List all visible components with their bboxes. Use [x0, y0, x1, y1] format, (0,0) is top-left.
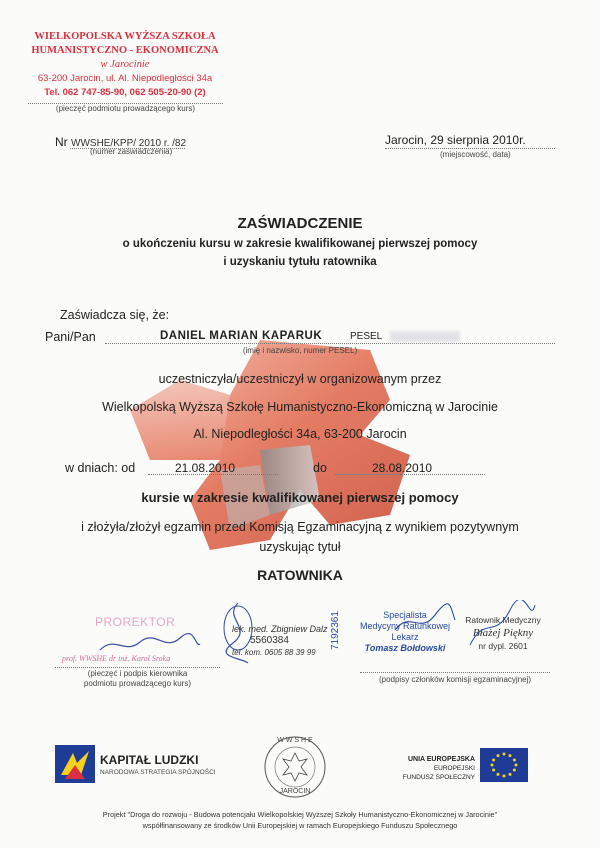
nr-value: WWSHE/KPP/ 2010 r. /82: [71, 138, 187, 149]
paramedic-line-3: nr dypl. 2601: [478, 641, 528, 651]
exam-line-2: uzyskując tytuł: [259, 540, 341, 554]
paramedic-line-1: Ratownik Medyczny: [465, 615, 541, 625]
specialist-line-2: Medycyny Ratunkowej: [360, 621, 451, 631]
stamp-line-3: w Jarocinie: [100, 59, 150, 70]
certifies-text: Zaświadcza się, że:: [60, 308, 170, 322]
stamp-line-5: Tel. 062 747-85-90, 062 505-20-90 (2): [44, 87, 206, 98]
stamp-caption: (pieczęć podmiotu prowadzącego kurs): [55, 104, 196, 113]
participation-line-2: Wielkopolską Wyższą Szkołę Humanistyczno-Ekonomiczną w Jarocinie: [102, 400, 498, 414]
kapital-ludzki-logo-icon: [55, 745, 95, 783]
stamp-line-1: WIELKOPOLSKA WYŻSZA SZKOŁA: [34, 31, 216, 42]
specialist-line-4: Tomasz Bołdowski: [364, 643, 446, 653]
stamp-line-2: HUMANISTYCZNO - EKONOMICZNA: [31, 45, 219, 56]
pesel-label: PESEL: [350, 331, 383, 342]
project-line-2: współfinansowany ze środków Unii Europejskiej w ramach Europejskiego Funduszu Społecznego: [142, 821, 458, 830]
left-caption-1: (pieczęć i podpis kierownika: [87, 669, 188, 678]
stamp-line-4: 63-200 Jarocin, ul. Al. Niepodległości 34a: [37, 73, 213, 84]
nr-prefix: Nr: [55, 135, 68, 149]
dates-prefix: w dniach: od: [65, 461, 136, 475]
document-title: ZAŚWIADCZENIE: [237, 215, 363, 232]
date-to-label: do: [313, 461, 327, 475]
specialist-signature-icon: [390, 600, 460, 640]
date-from: 21.08.2010: [175, 461, 236, 475]
right-caption: (podpisy członków komisji egzaminacyjnej): [378, 675, 532, 684]
document-subtitle-2: i uzyskaniu tytułu ratownika: [223, 256, 377, 268]
doctor-line-3: tel. kom. 0605 88 39 99: [232, 648, 316, 657]
eu-line-3: FUNDUSZ SPOŁECZNY: [402, 774, 475, 781]
exam-line-1: i złożyła/złożył egzamin przed Komisją Egzaminacyjną z wynikiem pozytywnym: [81, 520, 519, 534]
participation-line-1: uczestniczyła/uczestniczył w organizowanym przez: [158, 372, 442, 386]
vertical-number: 7192361: [330, 611, 341, 650]
doctor-line-1: lek. med. Zbigniew Dalz: [232, 624, 328, 634]
eu-flag-icon: [480, 748, 528, 782]
left-caption: [55, 669, 220, 689]
place-date: Jarocin, 29 sierpnia 2010r.: [385, 133, 526, 147]
doctor-stamp: [232, 623, 328, 659]
kapital-ludzki-title: KAPITAŁ LUDZKI: [100, 753, 199, 767]
nr-caption: (numer zaświadczenia): [90, 147, 173, 156]
prorektor-stamp: PROREKTOR: [95, 615, 176, 629]
place-date-caption: (miejscowość, data): [440, 150, 511, 159]
project-line-1: Projekt "Droga do rozwoju - Budowa potencjału Wielkopolskiej Wyższej Szkoły Humanistyczno-Ekonomicznej w Jarocinie": [102, 810, 498, 819]
seal-top-text: W W S H E: [277, 737, 313, 744]
specialist-line-1: Specjalista: [383, 610, 427, 620]
date-to: 28.08.2010: [372, 461, 433, 475]
name-caption: (imię i nazwisko, numer PESEL): [242, 346, 358, 355]
rescuer-title: RATOWNIKA: [257, 567, 343, 583]
wwshe-seal: [263, 735, 327, 799]
pani-pan-label: Pani/Pan: [45, 330, 96, 344]
paramedic-line-2: Błażej Piękny: [472, 627, 534, 639]
specialist-line-3: Lekarz: [391, 632, 419, 642]
institution-stamp: [20, 30, 230, 100]
seal-bottom-text: JAROCIN: [279, 788, 311, 795]
eu-line-2: EUROPEJSKI: [433, 765, 475, 772]
eu-line-1: UNIA EUROPEJSKA: [407, 756, 475, 763]
eu-text: [400, 755, 475, 782]
participation-line-3: Al. Niepodległości 34a, 63-200 Jarocin: [193, 427, 407, 441]
document-subtitle-1: o ukończeniu kursu w zakresie kwalifikowanej pierwszej pomocy: [122, 238, 478, 250]
prorektor-signature-line: prof. WWSHE dr inż. Karol Sroka: [62, 654, 171, 663]
pesel-redacted: [390, 331, 460, 342]
left-caption-2: podmiotu prowadzącego kurs): [83, 679, 192, 688]
person-name: DANIEL MARIAN KAPARUK: [160, 330, 323, 342]
course-name: kursie w zakresie kwalifikowanej pierwszej pomocy: [141, 490, 459, 505]
kapital-ludzki-subtitle: NARODOWA STRATEGIA SPÓJNOŚCI: [100, 769, 216, 776]
doctor-line-2: 5560384: [250, 635, 289, 646]
paramedic-signature-icon: [460, 600, 540, 650]
